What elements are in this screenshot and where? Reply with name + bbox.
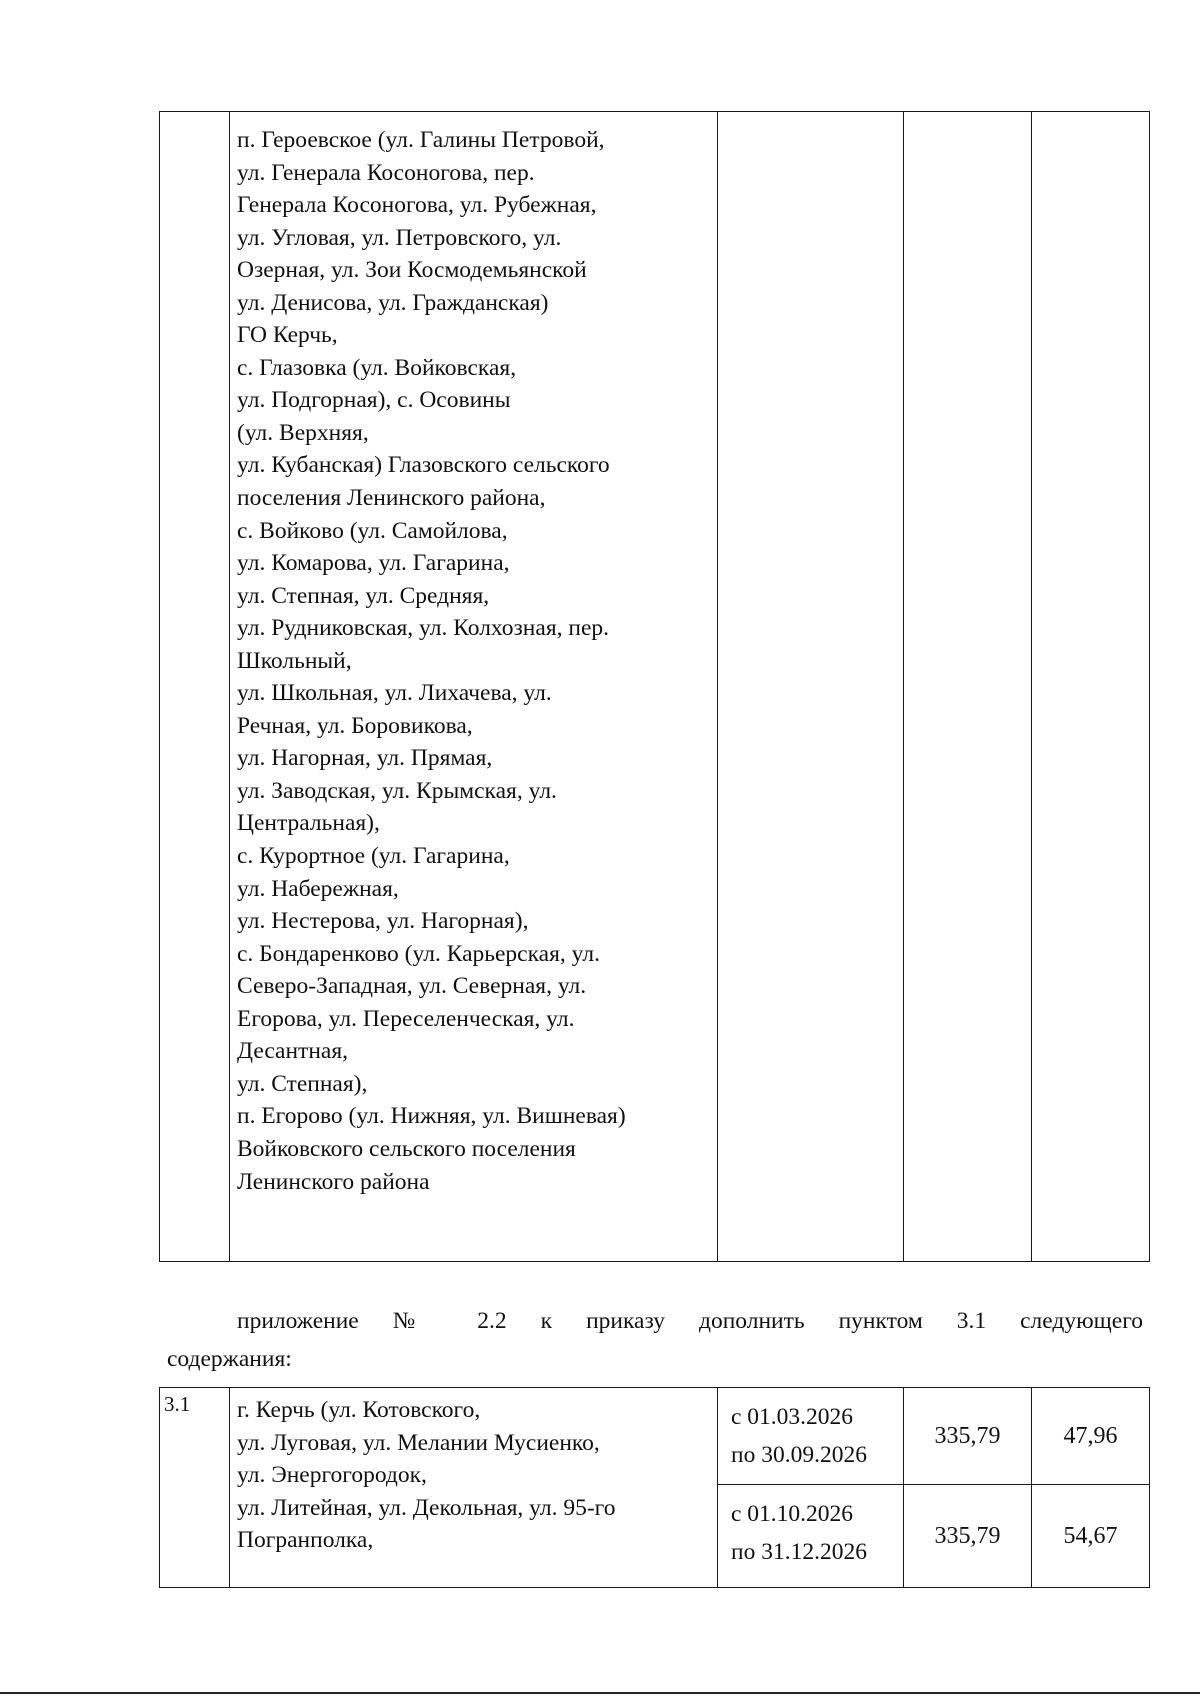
address-line: ул. Набережная, — [237, 875, 399, 902]
paragraph-line-2: содержания: — [167, 1346, 292, 1372]
value2-cell — [1032, 112, 1150, 1262]
address-line: г. Керчь (ул. Котовского, — [237, 1397, 481, 1423]
address-line: с. Курортное (ул. Гагарина, — [237, 843, 510, 870]
paragraph-line-1: приложение № 2.2 к приказу дополнить пунктом 3.1 следующего — [237, 1308, 1143, 1334]
address-line: (ул. Верхняя, — [237, 419, 369, 446]
address-line: поселения Ленинского района, — [237, 485, 546, 512]
address-line: Ленинского района — [237, 1168, 430, 1195]
period-to: по 31.12.2026 — [731, 1539, 867, 1565]
address-line: ул. Генерала Косоногова, пер. — [237, 159, 535, 186]
period-cell — [718, 112, 904, 1262]
address-line: ул. Луговая, ул. Мелании Мусиенко, — [237, 1429, 600, 1456]
period-to: по 30.09.2026 — [731, 1442, 867, 1468]
amendment-paragraph — [167, 1302, 1143, 1378]
address-line: Десантная, — [237, 1038, 349, 1065]
address-line: п. Героевское (ул. Галины Петровой, — [237, 127, 605, 153]
address-line: ул. Литейная, ул. Декольная, ул. 95-го — [237, 1494, 616, 1521]
address-line: ул. Кубанская) Глазовского сельского — [237, 452, 610, 479]
address-line: ул. Рудниковская, ул. Колхозная, пер. — [237, 615, 610, 642]
address-line: ул. Комарова, ул. Гагарина, — [237, 550, 510, 577]
address-line: ГО Керчь, — [237, 322, 338, 349]
address-line: Погранполка, — [237, 1527, 374, 1553]
address-line: с. Бондаренково (ул. Карьерская, ул. — [237, 940, 600, 967]
address-line: ул. Степная, ул. Средняя, — [237, 582, 490, 609]
item-number-cell: 3.1 — [160, 1388, 230, 1588]
page-bottom-rule — [0, 1692, 1200, 1694]
address-line: ул. Школьная, ул. Лихачева, ул. — [237, 680, 552, 707]
address-line: Озерная, ул. Зои Космодемьянской — [237, 257, 587, 284]
address-cell — [230, 112, 718, 1262]
period-from: с 01.10.2026 — [731, 1501, 854, 1527]
address-line: с. Войково (ул. Самойлова, — [237, 517, 508, 544]
address-line: ул. Подгорная), с. Осовины — [237, 387, 511, 414]
value2-cell: 47,96 — [1032, 1388, 1150, 1485]
address-line: ул. Энергогородок, — [237, 1462, 427, 1488]
address-line: Центральная), — [237, 810, 380, 837]
address-cell — [230, 1388, 718, 1588]
address-line: ул. Нестерова, ул. Нагорная), — [237, 908, 529, 935]
number-cell — [160, 112, 230, 1262]
address-line: ул. Нагорная, ул. Прямая, — [237, 745, 493, 772]
address-line: ул. Угловая, ул. Петровского, ул. — [237, 224, 562, 251]
table-row — [160, 112, 1150, 1262]
value1-cell: 335,79 — [904, 1485, 1032, 1588]
address-line: с. Глазовка (ул. Войковская, — [237, 354, 517, 381]
value2-cell: 54,67 — [1032, 1485, 1150, 1588]
value1-cell: 335,79 — [904, 1388, 1032, 1485]
value1-cell — [904, 112, 1032, 1262]
address-line: п. Егорово (ул. Нижняя, ул. Вишневая) — [237, 1103, 626, 1130]
period-cell — [718, 1485, 904, 1588]
address-line: ул. Степная), — [237, 1070, 368, 1097]
address-line: Северо-Западная, ул. Северная, ул. — [237, 973, 587, 1000]
continuation-table — [159, 111, 1150, 1262]
address-line: Речная, ул. Боровикова, — [237, 712, 473, 739]
address-line: Егорова, ул. Переселенческая, ул. — [237, 1005, 575, 1032]
table-row — [160, 1388, 1150, 1485]
address-line: Школьный, — [237, 647, 352, 674]
address-line: ул. Денисова, ул. Гражданская) — [237, 289, 549, 316]
item-3-1-table — [159, 1387, 1150, 1588]
period-cell — [718, 1388, 904, 1485]
address-line: ул. Заводская, ул. Крымская, ул. — [237, 777, 557, 804]
period-from: с 01.03.2026 — [731, 1404, 854, 1430]
address-line: Генерала Косоногова, ул. Рубежная, — [237, 192, 597, 219]
address-line: Войковского сельского поселения — [237, 1135, 576, 1162]
